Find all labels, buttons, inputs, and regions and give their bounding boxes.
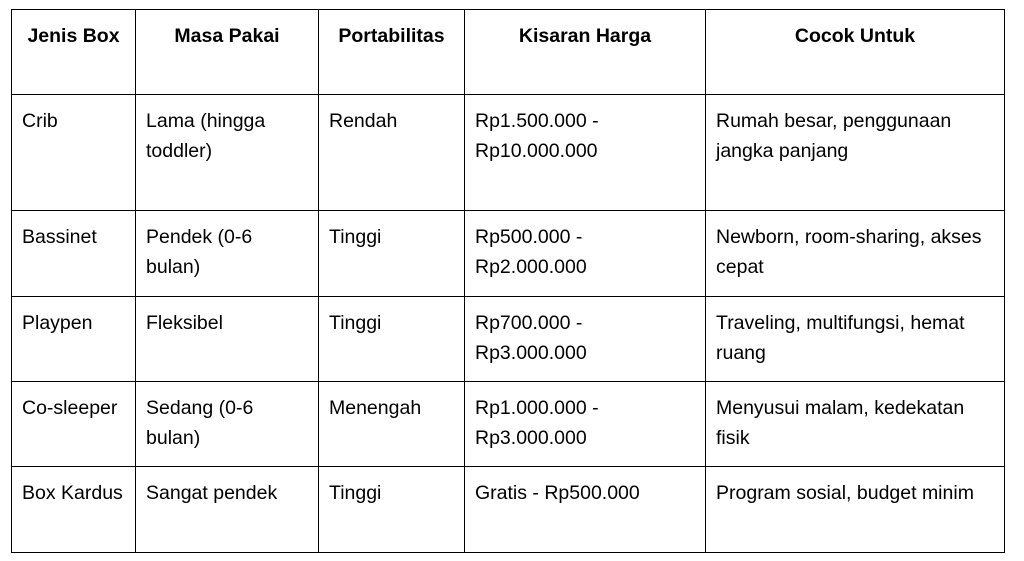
table-row [12,211,1005,297]
cell-cocok-untuk: Menyusui malam, kedekatan fisik [706,382,1005,467]
table-row [12,382,1005,467]
header-masa-pakai: Masa Pakai [136,10,319,95]
cell-kisaran-harga: Rp1.500.000 - Rp10.000.000 [465,95,706,211]
cell-portabilitas: Tinggi [319,467,465,553]
cell-masa-pakai: Lama (hingga toddler) [136,95,319,211]
cell-cocok-untuk: Newborn, room-sharing, akses cepat [706,211,1005,297]
cell-jenis-box: Crib [12,95,136,211]
cell-masa-pakai: Sangat pendek [136,467,319,553]
header-portabilitas: Portabilitas [319,10,465,95]
cell-portabilitas: Tinggi [319,297,465,382]
header-kisaran-harga: Kisaran Harga [465,10,706,95]
cell-jenis-box: Playpen [12,297,136,382]
table-row [12,297,1005,382]
cell-cocok-untuk: Traveling, multifungsi, hemat ruang [706,297,1005,382]
cell-kisaran-harga: Gratis - Rp500.000 [465,467,706,553]
cell-kisaran-harga: Rp500.000 - Rp2.000.000 [465,211,706,297]
cell-jenis-box: Bassinet [12,211,136,297]
cell-kisaran-harga: Rp1.000.000 - Rp3.000.000 [465,382,706,467]
cell-portabilitas: Rendah [319,95,465,211]
cell-jenis-box: Box Kardus [12,467,136,553]
header-jenis-box: Jenis Box [12,10,136,95]
table-row [12,95,1005,211]
cell-portabilitas: Tinggi [319,211,465,297]
header-row [12,10,1005,95]
comparison-table [11,9,1005,553]
header-cocok-untuk: Cocok Untuk [706,10,1005,95]
cell-kisaran-harga: Rp700.000 - Rp3.000.000 [465,297,706,382]
cell-masa-pakai: Fleksibel [136,297,319,382]
cell-jenis-box: Co-sleeper [12,382,136,467]
cell-masa-pakai: Pendek (0-6 bulan) [136,211,319,297]
cell-cocok-untuk: Rumah besar, penggunaan jangka panjang [706,95,1005,211]
cell-masa-pakai: Sedang (0-6 bulan) [136,382,319,467]
table-row [12,467,1005,553]
cell-portabilitas: Menengah [319,382,465,467]
cell-cocok-untuk: Program sosial, budget minim [706,467,1005,553]
